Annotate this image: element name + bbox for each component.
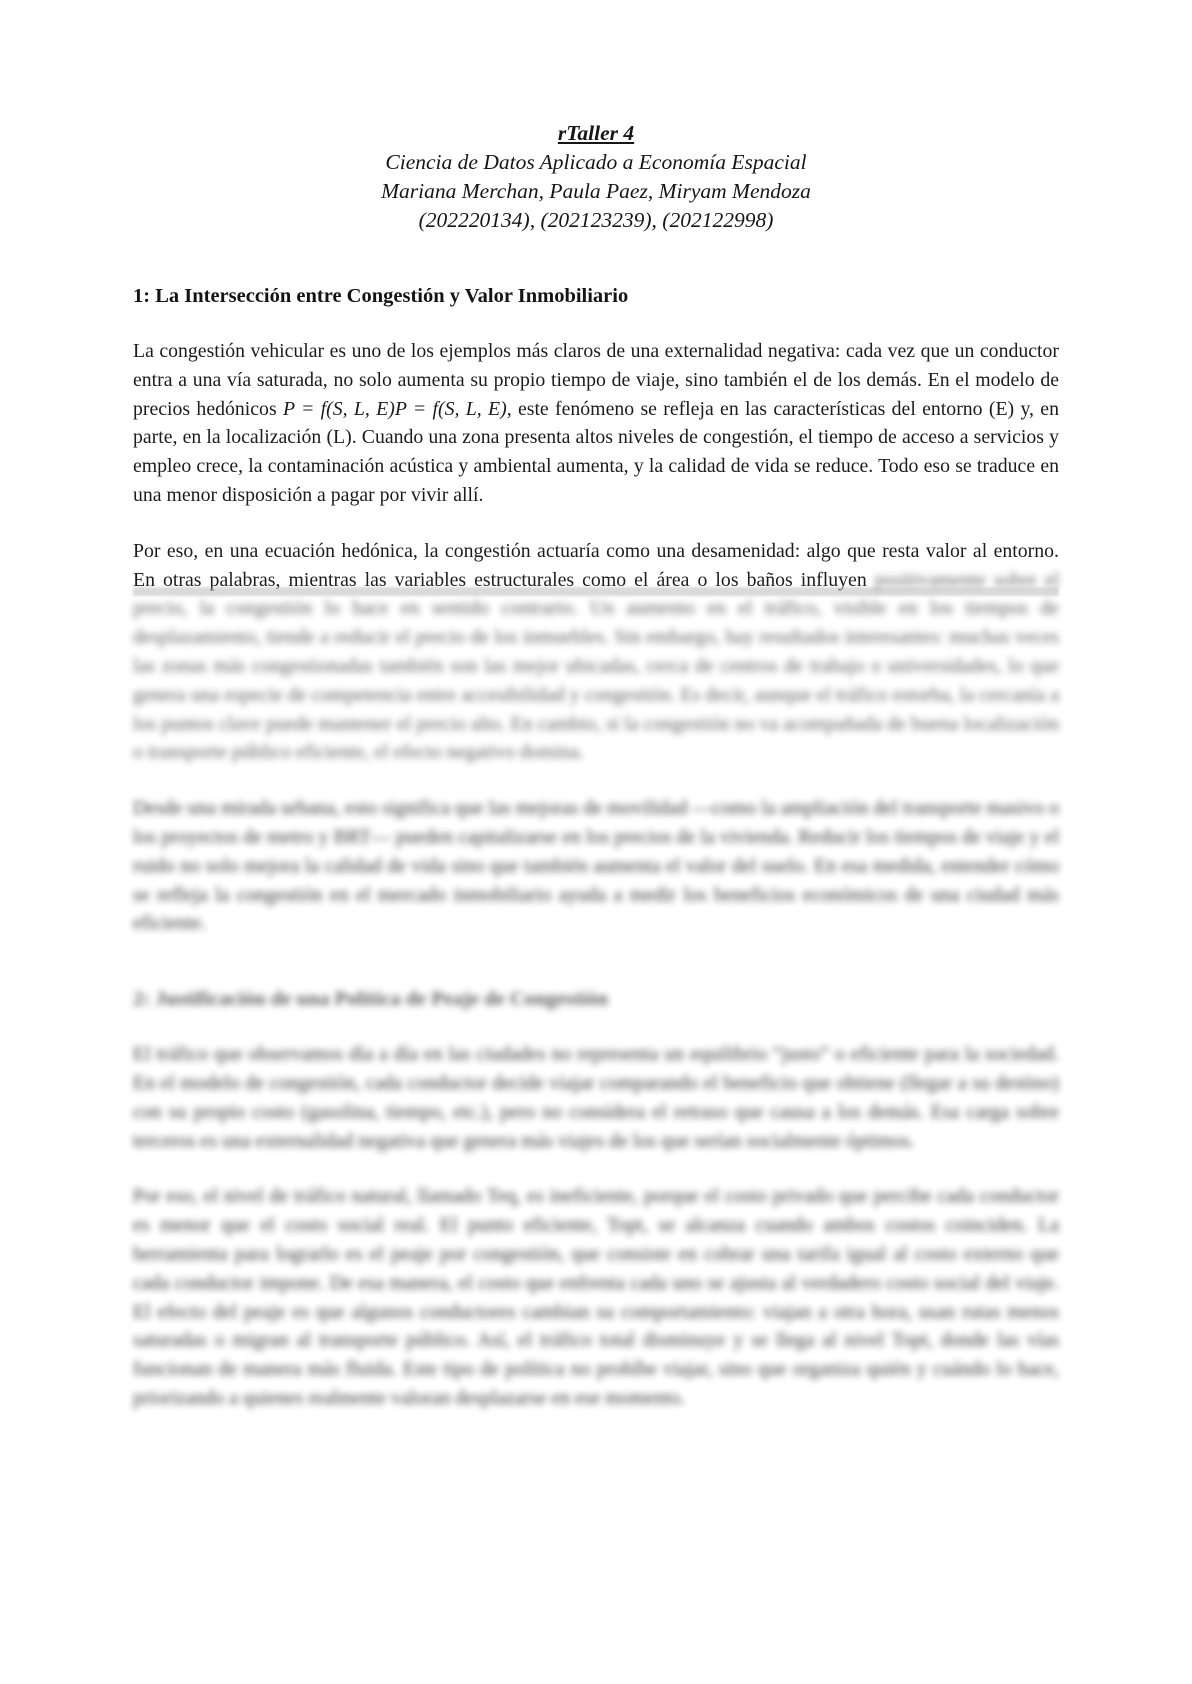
paragraph-1-text-after-formula: , este fenómeno se refleja en las características del entorno (E) y, en parte, en la localización (L). Cuando una zona presenta altos niveles de congestión, el tiempo de acceso a servicios y empleo crece, la contaminación acústica y ambiental aumenta, y la calidad de vida se reduce. Todo eso se traduce en una menor disposición a pagar por vivir allí. bbox=[133, 397, 1059, 506]
section-1-heading: 1: La Intersección entre Congestión y Valor Inmobiliario bbox=[133, 285, 629, 307]
section-2-paragraph-1-blurred: El tráfico que observamos día a día en las ciudades no representa un equilibrio “justo” o eficiente para la sociedad. En el modelo de congestión, cada conductor decide viajar comparando el beneficio que obtiene (llegar a su destino) con su propio costo (gasolina, tiempo, etc.), pero no considera el retraso que causa a los demás. Esa carga sobre terceros es una externalidad negativa que genera más viajes de los que serían socialmente óptimos. bbox=[133, 1043, 1059, 1152]
section-2-heading-blurred: 2: Justificación de una Política de Peaje de Congestión bbox=[133, 988, 608, 1011]
hedonic-price-formula: P = f(S, L, E)P = f(S, L, E) bbox=[282, 397, 507, 420]
title-block bbox=[133, 119, 1059, 235]
section-2-paragraph-2-blurred: Por eso, el nivel de tráfico natural, llamado Teq, es ineficiente, porque el costo privado que percibe cada conductor es menor que el costo social real. El punto eficiente, Topt, se alcanza cuando ambos costos coinciden. La herramienta para lograrlo es el peaje por congestión, que consiste en cobrar una tarifa igual al costo externo que cada conductor impone. De esa manera, el costo que enfrenta cada uno se ajusta al verdadero costo social del viaje. El efecto del peaje es que algunos conductores cambian su comportamiento: viajan a otra hora, usan rutas menos saturadas o migran al transporte público. Así, el tráfico total disminuye y se llega al nivel Topt, donde las vías funcionan de manera más fluida. Este tipo de política no prohíbe viajar, sino que organiza quién y cuándo lo hace, priorizando a quienes realmente valoran desplazarse en ese momento. bbox=[133, 1185, 1059, 1409]
section-1-paragraph-2 bbox=[133, 537, 1059, 767]
student-ids-line: (202220134), (202123239), (202122998) bbox=[418, 208, 774, 232]
document-title: rTaller 4 bbox=[557, 121, 635, 145]
section-1-paragraph-3-blurred: Desde una mirada urbana, esto significa que las mejoras de movilidad —como la ampliación del transporte masivo o los proyectos de metro y BRT— pueden capitalizarse en los precios de la vivienda. Reducir los tiempos de viaje y el ruido no solo mejora la calidad de vida sino que también aumenta el valor del suelo. En esa medida, entender cómo se refleja la congestión en el mercado inmobiliario ayuda a medir los beneficios económicos de una ciudad más eficiente. bbox=[133, 797, 1059, 935]
authors-line: Mariana Merchan, Paula Paez, Miryam Mendoza bbox=[381, 179, 811, 203]
paragraph-2-blurred-text: positivamente sobre el precio, la congestión lo hace en sentido contrario. Un aumento en el tráfico, visible en los tiempos de desplazamiento, tiende a reducir el precio de los inmuebles. Sin embargo, hay resultados interesantes: muchas veces las zonas más congestionadas también son las mejor ubicadas, cerca de centros de trabajo o universidades, lo que genera una especie de competencia entre accesibilidad y congestión. Es decir, aunque el tráfico estorba, la cercanía a los puntos clave puede mantener el precio alto. En cambio, si la congestión no va acompañada de buena localización o transporte público eficiente, el efecto negativo domina. bbox=[133, 568, 1059, 764]
paragraph-2-legible-text: Por eso, en una ecuación hedónica, la congestión actuaría como una desamenidad: algo que resta valor al entorno. En otras palabras, mientras las variables estructurales como el área o los baños influyen bbox=[133, 539, 1059, 591]
paragraph-1-text-before-formula: La congestión vehicular es uno de los ejemplos más claros de una externalidad negativa: cada vez que un conductor entra a una vía saturada, no solo aumenta su propio tiempo de viaje, sino también el de los demás. En el modelo de precios hedónicos bbox=[133, 340, 1059, 420]
course-subtitle: Ciencia de Datos Aplicado a Economía Espacial bbox=[385, 150, 807, 174]
section-1-paragraph-1 bbox=[133, 337, 1059, 510]
